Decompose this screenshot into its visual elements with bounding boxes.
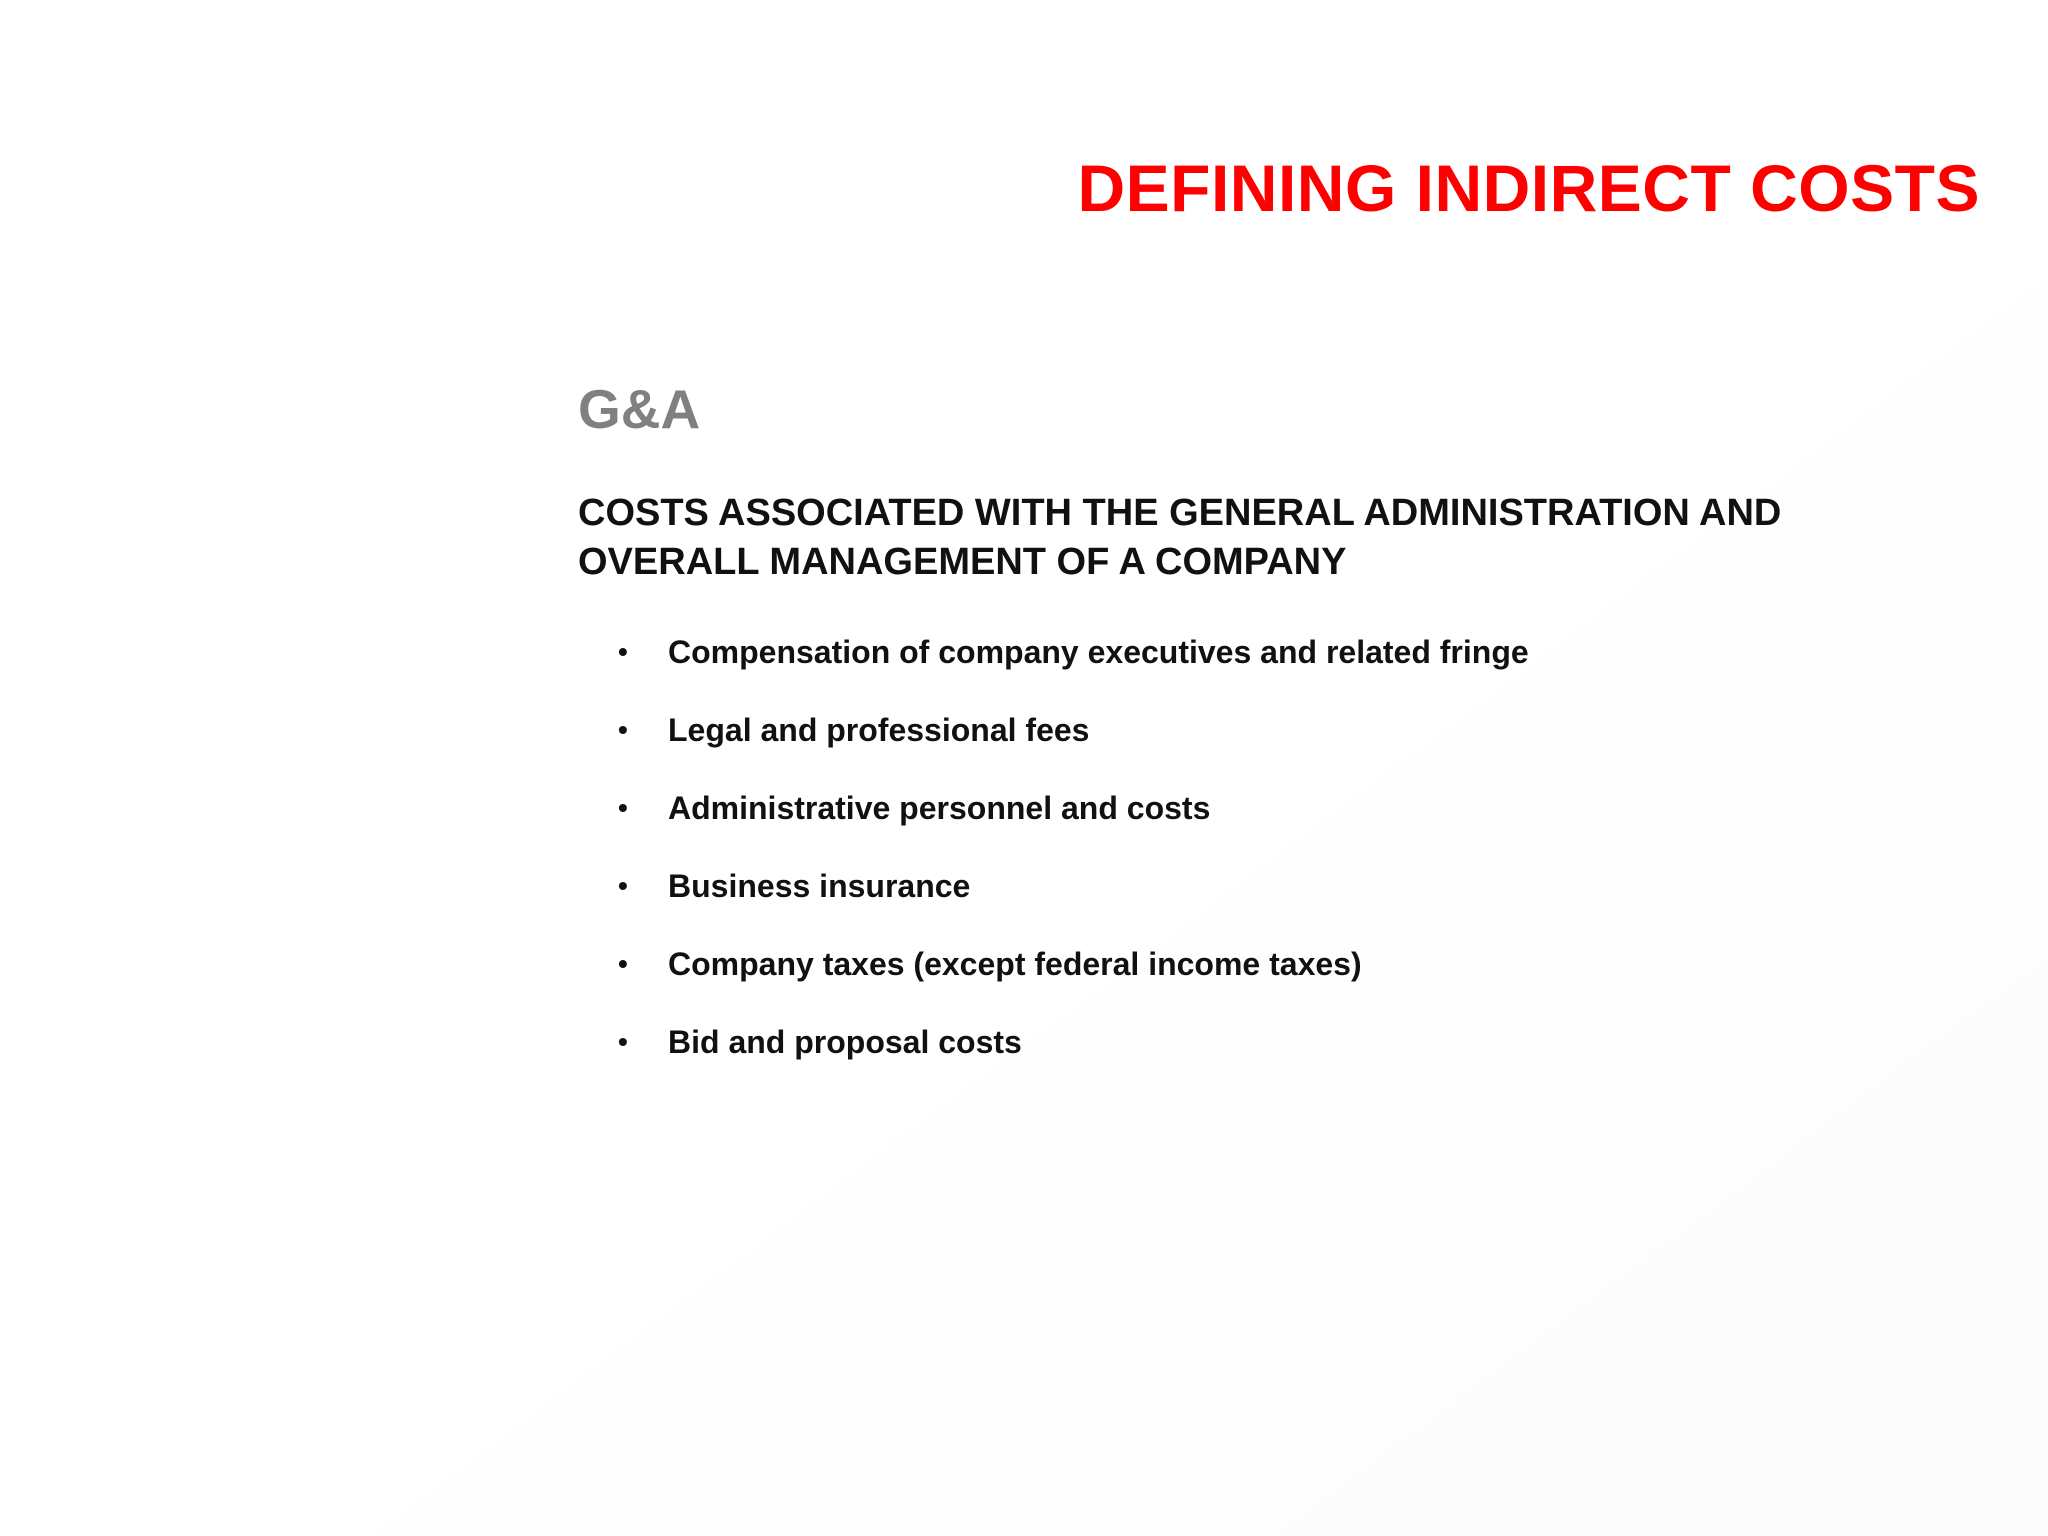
bullet-icon: •: [618, 792, 628, 823]
list-item-text: Legal and professional fees: [668, 712, 1090, 748]
list-item-text: Administrative personnel and costs: [668, 790, 1211, 826]
bullet-icon: •: [618, 1026, 628, 1057]
definition-line-2: OVERALL MANAGEMENT OF A COMPANY: [578, 541, 1347, 583]
list-item-text: Business insurance: [668, 868, 971, 904]
section-title: G&A: [578, 378, 701, 440]
list-item-text: Compensation of company executives and related fringe: [668, 634, 1529, 670]
list-item-text: Bid and proposal costs: [668, 1024, 1022, 1060]
bullet-icon: •: [618, 714, 628, 745]
definition-text: [578, 489, 1978, 587]
bullet-icon: •: [618, 948, 628, 979]
definition-line-1: COSTS ASSOCIATED WITH THE GENERAL ADMINISTRATION AND: [578, 492, 1782, 534]
slide-title: DEFINING INDIRECT COSTS: [1077, 151, 1980, 225]
bullet-icon: •: [618, 870, 628, 901]
list-item-text: Company taxes (except federal income taxes): [668, 946, 1362, 982]
bullet-icon: •: [618, 636, 628, 667]
